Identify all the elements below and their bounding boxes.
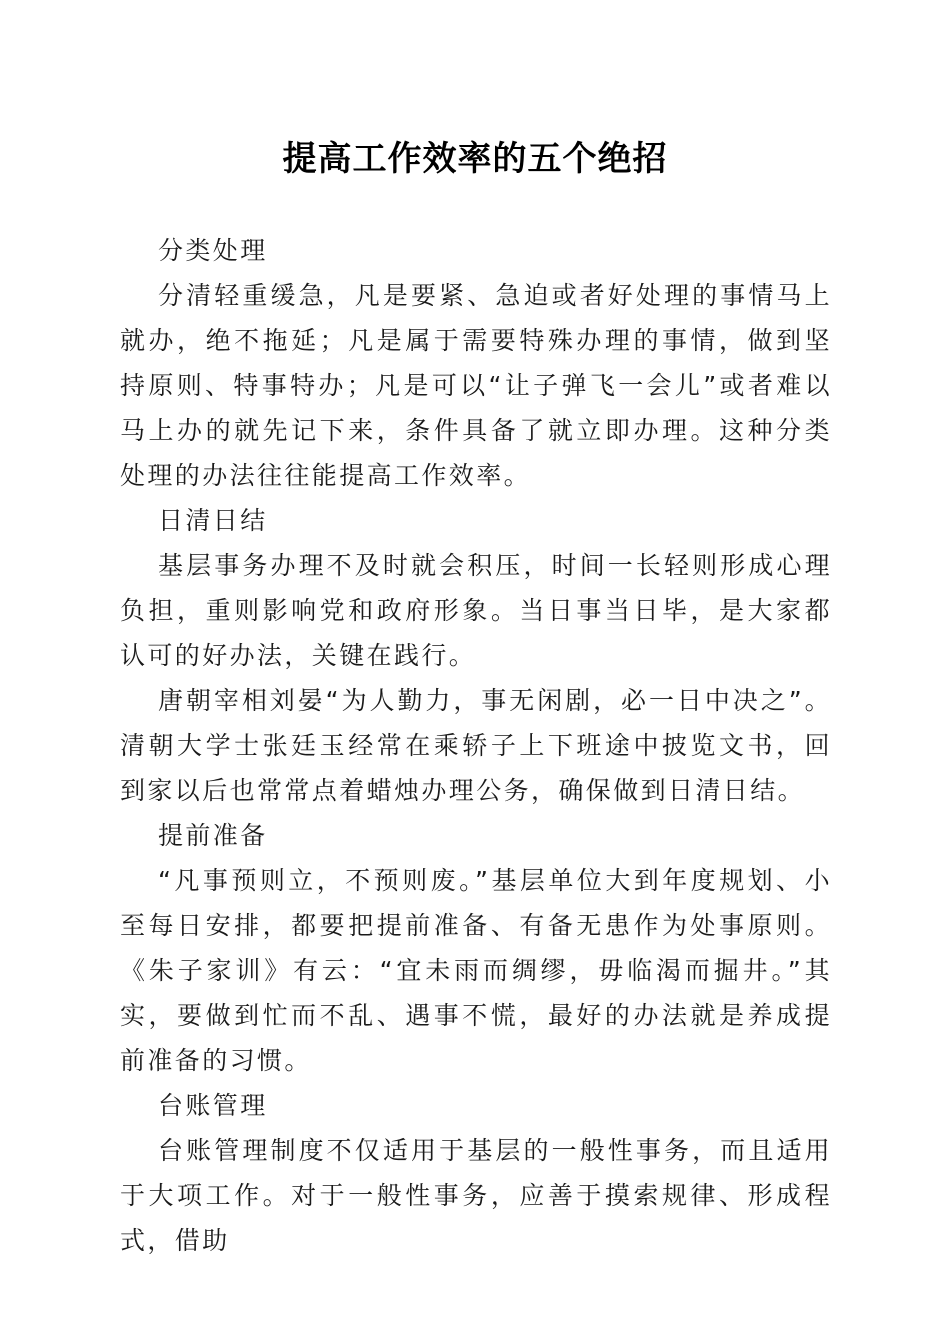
- section-heading: 台账管理: [158, 1091, 268, 1120]
- paragraph: 台账管理制度不仅适用于基层的一般性事务，而且适用于大项工作。对于一般性事务，应善于摸索规律、形成程式，借助: [120, 1136, 832, 1255]
- paragraph: 基层事务办理不及时就会积压，时间一长轻则形成心理负担，重则影响党和政府形象。当日事当日毕，是大家都认可的好办法，关键在践行。: [120, 551, 832, 670]
- document-title: 提高工作效率的五个绝招: [282, 139, 668, 179]
- paragraph: 分清轻重缓急，凡是要紧、急迫或者好处理的事情马上就办，绝不拖延；凡是属于需要特殊办理的事情，做到坚持原则、特事特办；凡是可以“让子弹飞一会儿”或者难以马上办的就先记下来，条件具备了就立即办理。这种分类处理的办法往往能提高工作效率。: [120, 281, 832, 490]
- paragraph: “凡事预则立，不预则废。”基层单位大到年度规划、小至每日安排，都要把提前准备、有备无患作为处事原则。《朱子家训》有云：“宜未雨而绸缪，毋临渴而掘井。”其实，要做到忙而不乱、遇事不慌，最好的办法就是养成提前准备的习惯。: [120, 866, 832, 1075]
- section-heading: 日清日结: [158, 506, 268, 535]
- section-heading: 分类处理: [158, 236, 268, 265]
- paragraph: 唐朝宰相刘晏“为人勤力，事无闲剧，必一日中决之”。清朝大学士张廷玉经常在乘轿子上下班途中披览文书，回到家以后也常常点着蜡烛办理公务，确保做到日清日结。: [120, 686, 832, 805]
- section-heading: 提前准备: [158, 821, 268, 850]
- document-body: [120, 228, 832, 1263]
